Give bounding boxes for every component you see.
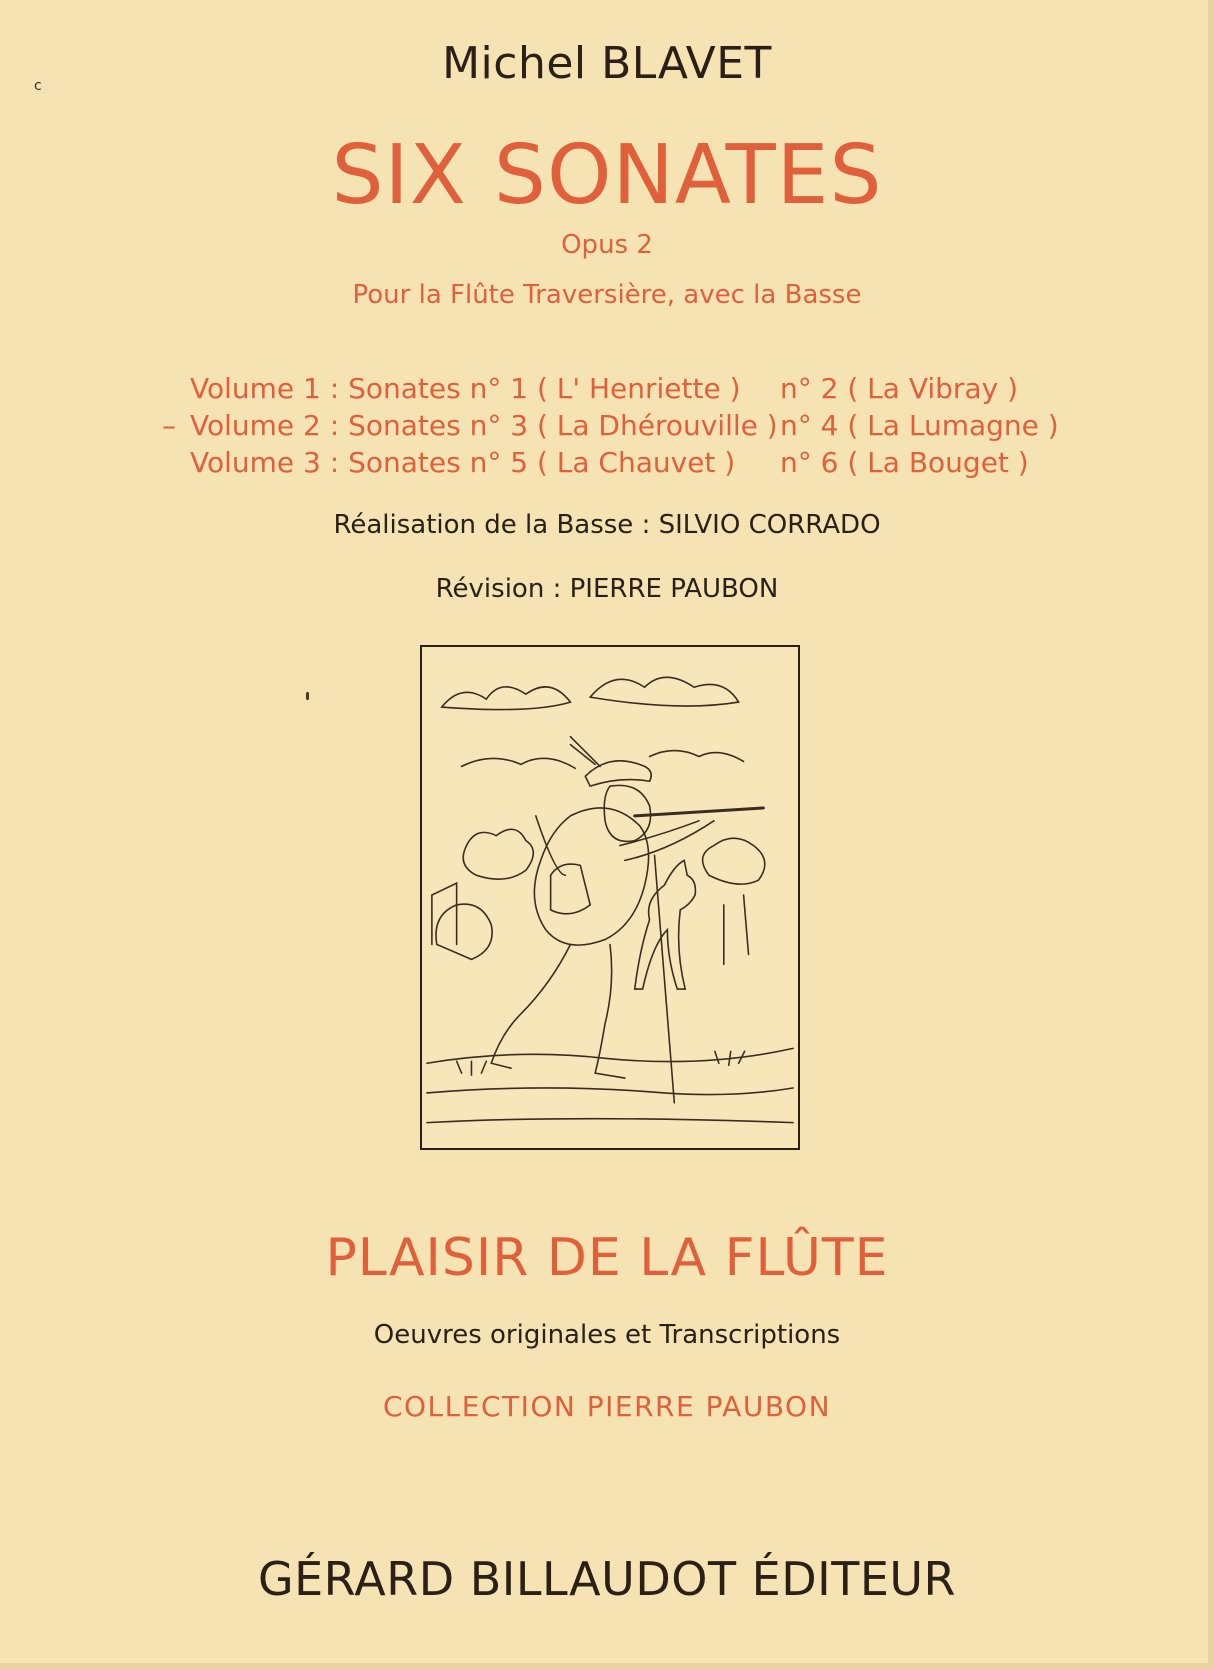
paper-speck: [306, 692, 309, 700]
tree-shape: [703, 838, 765, 884]
revision-credit: Révision : PIERRE PAUBON: [435, 574, 779, 604]
bass-realisation-credit: Réalisation de la Basse : SILVIO CORRADO: [333, 510, 881, 540]
volume-sonata-left: Volume 3 : Sonates n° 5 ( La Chauvet ): [190, 446, 736, 479]
tree-trunk: [724, 895, 749, 964]
coat-shape: [534, 808, 648, 945]
composer-name: Michel BLAVET: [442, 38, 772, 89]
flute-player-illustration: [420, 645, 800, 1150]
ground-line: [427, 1048, 793, 1063]
ground-line: [427, 1088, 793, 1095]
instrumentation-subtitle: Pour la Flûte Traversière, avec la Basse: [352, 280, 862, 310]
opus-number: Opus 2: [561, 230, 653, 260]
volume-row: [170, 372, 1070, 409]
flute-player-drawing: [422, 647, 798, 1148]
dog-shape: [635, 860, 696, 989]
volume-list: [162, 372, 1070, 483]
tree-shape: [463, 829, 533, 879]
publisher-name: GÉRARD BILLAUDOT ÉDITEUR: [257, 1552, 957, 1606]
volume-row: [162, 409, 1070, 446]
cloud-shape: [590, 677, 738, 706]
volume-sonata-right: n° 4 ( La Lumagne ): [780, 409, 1059, 442]
volume-sonata-right: n° 6 ( La Bouget ): [780, 446, 1029, 479]
ground-line: [427, 1119, 793, 1123]
bag-shape: [551, 864, 591, 914]
page-edge-bottom: [0, 1663, 1214, 1669]
volume-sonata-right: n° 2 ( La Vibray ): [780, 372, 1018, 405]
collection-name: COLLECTION PIERRE PAUBON: [382, 1390, 832, 1423]
volume-sonata-left: Volume 1 : Sonates n° 1 ( L' Henriette ): [190, 372, 741, 405]
cloud-shape: [462, 758, 576, 768]
tree-shape: [436, 904, 492, 959]
cloud-shape: [650, 751, 744, 762]
corner-mark: c: [34, 78, 42, 94]
volume-marker: –: [162, 409, 176, 442]
work-title: SIX SONATES: [331, 128, 883, 223]
leg-shape: [491, 945, 570, 1069]
hat-feather: [570, 737, 600, 767]
cloud-shape: [442, 687, 571, 710]
volume-row: [170, 446, 1070, 483]
volume-sonata-left: Volume 2 : Sonates n° 3 ( La Dhérouville ): [190, 409, 778, 442]
flute-shape: [635, 808, 764, 816]
walking-stick: [655, 855, 675, 1102]
collection-title: PLAISIR DE LA FLÛTE: [325, 1228, 889, 1288]
collection-subtitle: Oeuvres originales et Transcriptions: [373, 1320, 841, 1350]
